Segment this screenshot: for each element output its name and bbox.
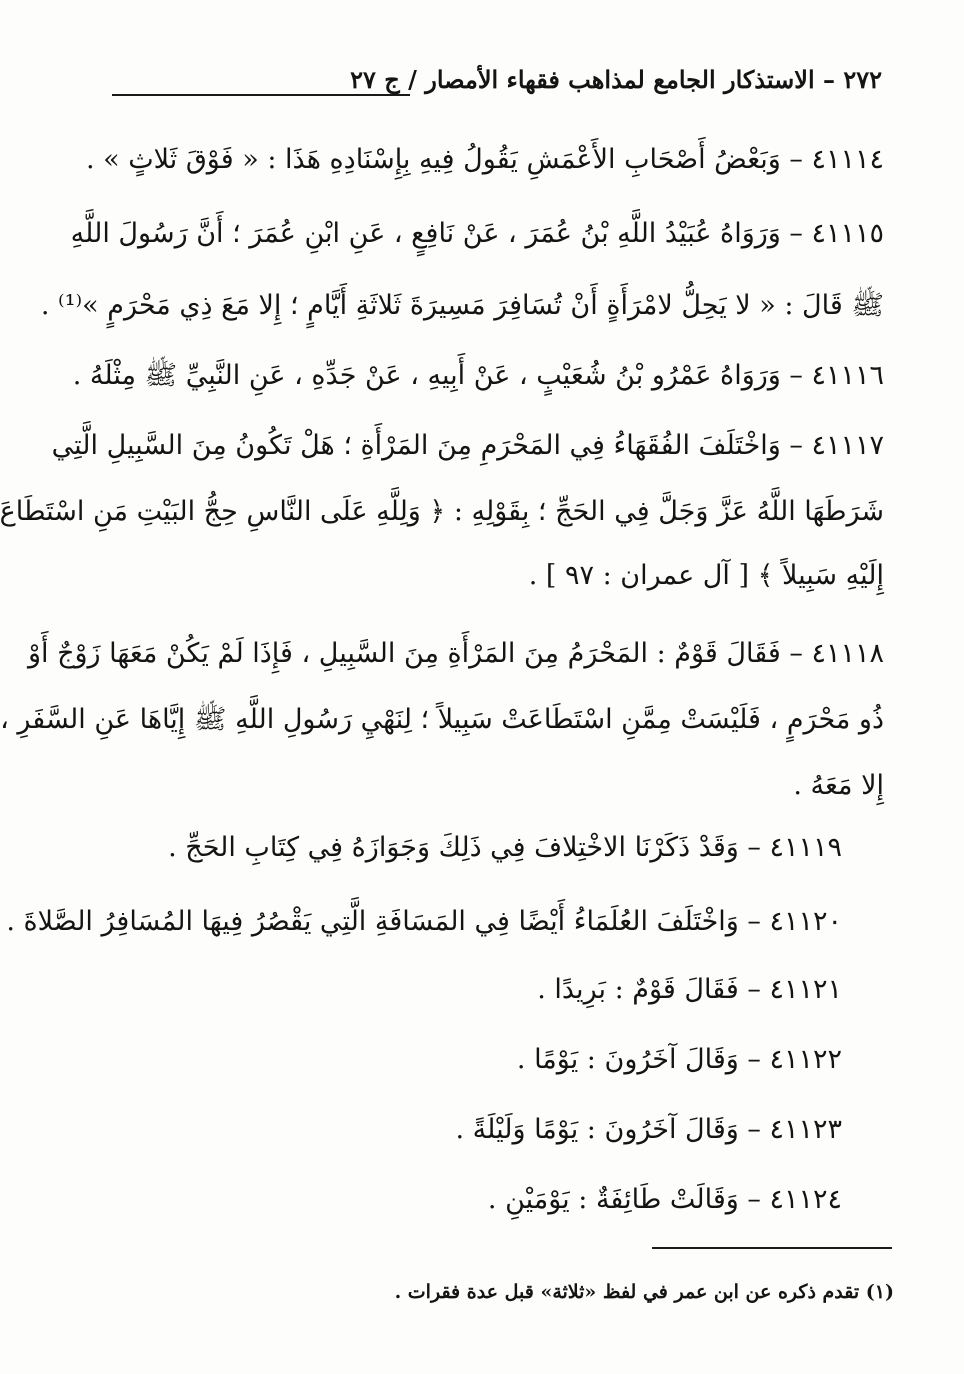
paragraph-41123: ٤١١٢٣ – وَقَالَ آخَرُونَ : يَوْمًا وَلَيْلَةً . [455, 1114, 842, 1145]
running-header: ٢٧٢ – الاستذكار الجامع لمذاهب فقهاء الأمصار / ج ٢٧ [350, 65, 882, 94]
paragraph-41120: ٤١١٢٠ – وَاخْتَلَفَ العُلَمَاءُ أَيْضًا فِي المَسَافَةِ الَّتِي يَقْصُرُ فِيهَا المُسَافِرُ الصَّلاةَ . [6, 906, 842, 937]
paragraph-41117-line-1: ٤١١١٧ – وَاخْتَلَفَ الفُقَهَاءُ فِي المَحْرَمِ مِنَ المَرْأَةِ ؛ هَلْ تَكُونُ مِنَ السَّبِيلِ الَّتِي [51, 430, 884, 461]
paragraph-41115-line-2: ﷺ قَالَ : « لا يَحِلُّ لامْرَأَةٍ أَنْ تُسَافِرَ مَسِيرَةَ ثَلاثَةِ أَيَّامٍ ؛ إِلا مَعَ ذِي مَحْرَمٍ »⁽¹⁾ . [40, 290, 884, 321]
paragraph-41124: ٤١١٢٤ – وَقَالَتْ طَائِفَةٌ : يَوْمَيْنِ . [487, 1184, 842, 1215]
paragraph-41116: ٤١١١٦ – وَرَوَاهُ عَمْرُو بْنُ شُعَيْبٍ ، عَنْ أَبِيهِ ، عَنْ جَدِّهِ ، عَنِ النَّبِيِّ ﷺ مِثْلَهُ . [72, 360, 884, 391]
footnote: (١) تقدم ذكره عن ابن عمر في لفظ «ثلاثة» قبل عدة فقرات . [394, 1281, 894, 1303]
paragraph-41118-line-2: ذُو مَحْرَمٍ ، فَلَيْسَتْ مِمَّنِ اسْتَطَاعَتْ سَبِيلاً ؛ لِنَهْيِ رَسُولِ اللَّهِ ﷺ إِيَّاهَا عَنِ السَّفَرِ ، [0, 704, 884, 735]
paragraph-41121: ٤١١٢١ – فَقَالَ قَوْمٌ : بَرِيدًا . [537, 974, 842, 1005]
paragraph-41115-line-1: ٤١١١٥ – وَرَوَاهُ عُبَيْدُ اللَّهِ بْنُ عُمَرَ ، عَنْ نَافِعٍ ، عَنِ ابْنِ عُمَرَ ؛ أَنَّ رَسُولَ اللَّهِ [70, 218, 884, 249]
paragraph-41122: ٤١١٢٢ – وَقَالَ آخَرُونَ : يَوْمًا . [516, 1044, 842, 1075]
footnote-rule [652, 1247, 892, 1249]
paragraph-41114: ٤١١١٤ – وَبَعْضُ أَصْحَابِ الأَعْمَشِ يَقُولُ فِيهِ بِإِسْنَادِهِ هَذَا : « فَوْقَ ثَلاثٍ » . [85, 144, 884, 175]
paragraph-41118-line-3: إِلا مَعَهُ . [793, 770, 884, 801]
paragraph-41118-line-1: ٤١١١٨ – فَقَالَ قَوْمٌ : المَحْرَمُ مِنَ المَرْأَةِ مِنَ السَّبِيلِ ، فَإِذَا لَمْ يَكُنْ مَعَهَا زَوْجٌ أَوْ [27, 638, 884, 669]
paragraph-41117-line-2: شَرَطَهَا اللَّهُ عَزَّ وَجَلَّ فِي الحَجِّ ؛ بِقَوْلِهِ : ﴿ وَلِلَّهِ عَلَى النَّاسِ حِجُّ البَيْتِ مَنِ اسْتَطَاعَ [0, 496, 884, 527]
paragraph-41119: ٤١١١٩ – وَقَدْ ذَكَرْنَا الاخْتِلافَ فِي ذَلِكَ وَجَوَازَهُ فِي كِتَابِ الحَجِّ . [168, 832, 842, 863]
paragraph-41117-line-3: إِلَيْهِ سَبِيلاً ﴾ [ آل عمران : ٩٧ ] . [528, 560, 884, 591]
header-rule [112, 94, 410, 96]
